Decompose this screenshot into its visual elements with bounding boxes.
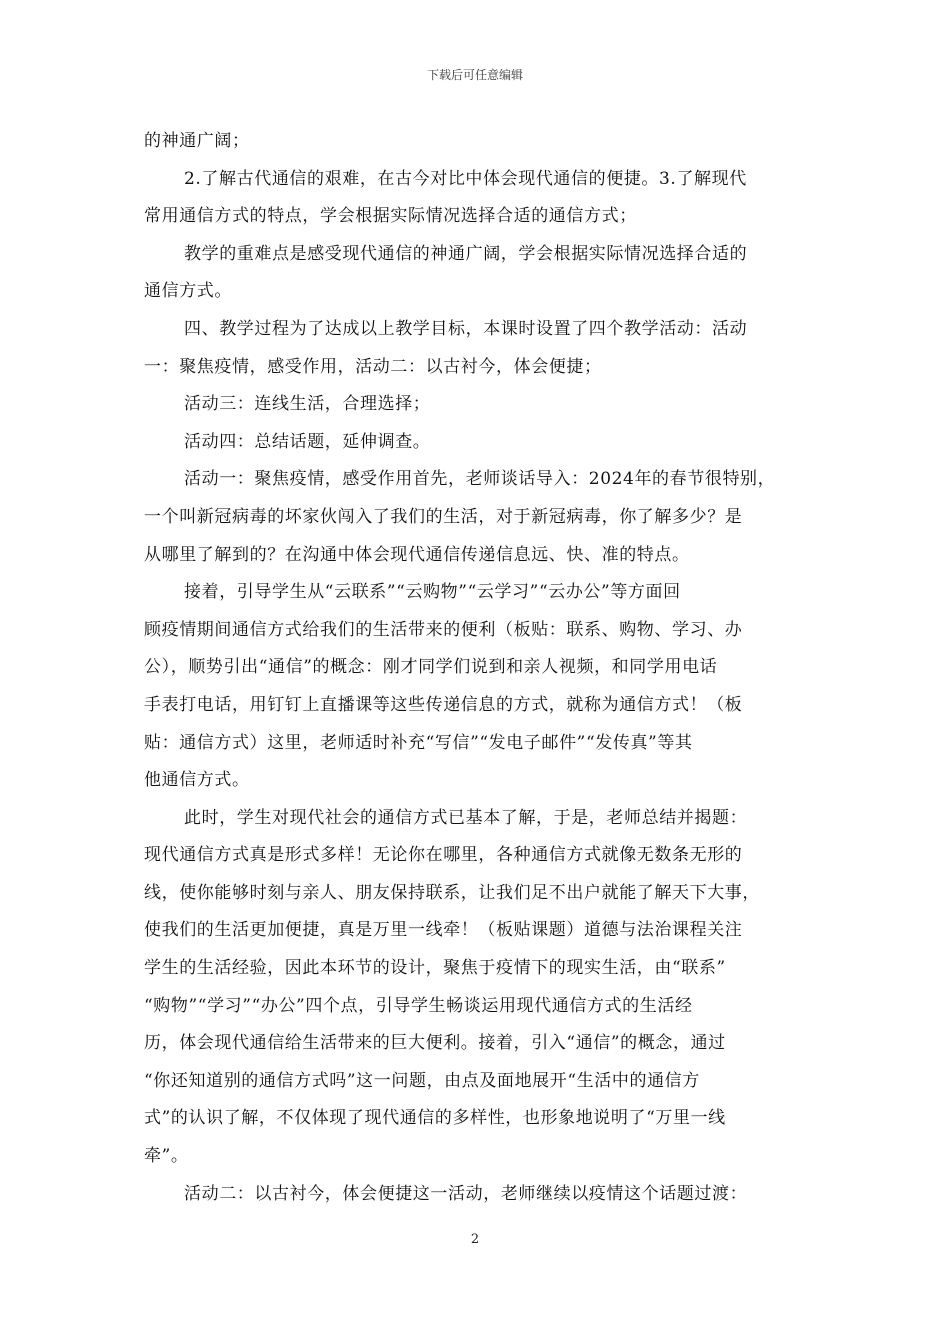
text-line: 接着，引导学生从“云联系”“云购物”“云学习”“云办公”等方面回 bbox=[184, 582, 681, 603]
text-line: 常用通信方式的特点，学会根据实际情况选择合适的通信方式； bbox=[144, 206, 637, 227]
text-line: 2.了解古代通信的艰难，在古今对比中体会现代通信的便捷。3.了解现代 bbox=[184, 168, 747, 189]
text-line: 一个叫新冠病毒的坏家伙闯入了我们的生活，对于新冠病毒，你了解多少？是 bbox=[144, 506, 743, 527]
text-line: 教学的重难点是感受现代通信的神通广阔，学会根据实际情况选择合适的 bbox=[184, 243, 748, 264]
text-line: 公），顺势引出“通信”的概念：刚才同学们说到和亲人视频，和同学用电话 bbox=[144, 657, 718, 678]
text-line: 使我们的生活更加便捷，真是万里一线牵！（板贴课题）道德与法治课程关注 bbox=[144, 920, 743, 941]
text-line: 他通信方式。 bbox=[144, 770, 250, 791]
text-line: 现代通信方式真是形式多样！无论你在哪里，各种通信方式就像无数条无形的 bbox=[144, 845, 743, 866]
text-line: 手表打电话，用钉钉上直播课等这些传递信息的方式，就称为通信方式！（板 bbox=[144, 694, 743, 715]
text-line: 贴：通信方式）这里，老师适时补充“写信”“发电子邮件”“发传真”等其 bbox=[144, 732, 693, 753]
text-line: 牵”。 bbox=[144, 1146, 189, 1167]
text-line: 活动二：以古衬今，体会便捷这一活动，老师继续以疫情这个话题过渡： bbox=[184, 1183, 748, 1204]
text-line: 从哪里了解到的？在沟通中体会现代通信传递信息远、快、准的特点。 bbox=[144, 544, 690, 565]
text-line: 顾疫情期间通信方式给我们的生活带来的便利（板贴：联系、购物、学习、办 bbox=[144, 619, 743, 640]
text-line: “购物”“学习”“办公”四个点，引导学生畅谈运用现代通信方式的生活经 bbox=[144, 995, 693, 1016]
text-line: 活动一：聚焦疫情，感受作用首先，老师谈话导入：2024年的春节很特别， bbox=[184, 469, 776, 490]
page-number: 2 bbox=[470, 1232, 480, 1247]
text-line: 此时，学生对现代社会的通信方式已基本了解，于是，老师总结并揭题： bbox=[184, 807, 748, 828]
text-line: 活动三：连线生活，合理选择； bbox=[184, 394, 431, 415]
text-line: 活动四：总结话题，延伸调查。 bbox=[184, 431, 431, 452]
text-line: 通信方式。 bbox=[144, 281, 232, 302]
page-header-note: 下载后可任意编辑 bbox=[426, 68, 523, 82]
text-line: 学生的生活经验，因此本环节的设计，聚焦于疫情下的现实生活，由“联系” bbox=[144, 958, 726, 979]
text-line: 四、教学过程为了达成以上教学目标，本课时设置了四个教学活动：活动 bbox=[184, 318, 748, 339]
text-line: “你还知道别的通信方式吗”这一问题，由点及面地展开“生活中的通信方 bbox=[144, 1070, 700, 1091]
text-line: 式”的认识了解，不仅体现了现代通信的多样性，也形象地说明了“万里一线 bbox=[144, 1108, 726, 1129]
document-body bbox=[144, 123, 812, 1213]
text-line: 历，体会现代通信给生活带来的巨大便利。接着，引入“通信”的概念，通过 bbox=[144, 1033, 726, 1054]
text-line: 一：聚焦疫情，感受作用，活动二：以古衬今，体会便捷； bbox=[144, 356, 602, 377]
text-line: 的神通广阔； bbox=[144, 131, 250, 151]
text-line: 线，使你能够时刻与亲人、朋友保持联系，让我们足不出户就能了解天下大事， bbox=[144, 882, 760, 903]
